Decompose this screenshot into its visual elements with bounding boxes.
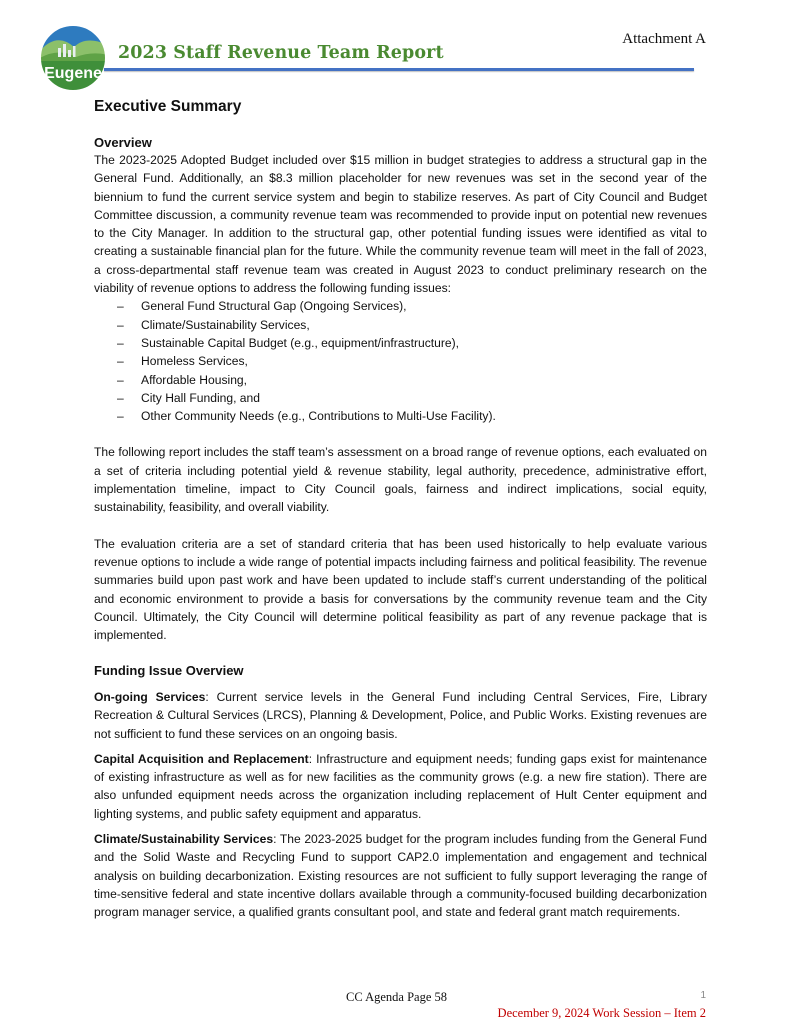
list-item	[117, 352, 707, 370]
list-item	[117, 297, 707, 315]
report-paragraph: The following report includes the staff team’s assessment on a broad range of revenue options, each evaluated on a set of criteria including potential yield & revenue stability, legal authority, precedence, administrative effort, implementation timeline, impact to City Council goals, fairness and indirect implications, social equity, sustainability, feasibility, and overall viability.	[94, 445, 707, 515]
funding-item-climate	[94, 830, 707, 921]
list-item-text: City Hall Funding, and	[141, 390, 260, 405]
dash-bullet: –	[117, 335, 124, 350]
eugene-logo	[38, 23, 108, 93]
list-item-text: General Fund Structural Gap (Ongoing Services),	[141, 299, 407, 314]
list-item	[117, 407, 707, 425]
attachment-label: Attachment A	[622, 31, 706, 47]
list-item-text: Other Community Needs (e.g., Contributions to Multi-Use Facility).	[141, 409, 496, 424]
list-item	[117, 371, 707, 389]
dash-bullet: –	[117, 299, 124, 314]
funding-item-ongoing-services	[94, 688, 707, 743]
criteria-paragraph: The evaluation criteria are a set of standard criteria that has been used historically to help evaluate various revenue options to include a wide range of potential impacts including fairness and political feasibility. The revenue summaries build upon past work and have been updated to include staff’s current understanding of the political and economic environment to provide a basis for conversations by the community revenue team and the City Council. Ultimately, the City Council will determine political feasibility as part of any revenue package that is implemented.	[94, 536, 707, 643]
list-item-text: Climate/Sustainability Services,	[141, 317, 310, 332]
list-item	[117, 389, 707, 407]
document-body	[94, 97, 707, 928]
agenda-page-label: CC Agenda Page 58	[346, 990, 448, 1004]
list-item	[117, 316, 707, 334]
list-item	[117, 334, 707, 352]
overview-paragraph: The 2023-2025 Adopted Budget included over $15 million in budget strategies to address a structural gap in the General Fund. Additionally, an $8.3 million placeholder for new revenues was set in the second year of the biennium to fund the current service system and begin to stabilize reserves. As part of City Council and Budget Committee discussion, a community revenue team was recommended to provide input on potential new revenues to the City Manager. In addition to the structural gap, other potential funding issues were identified as vital to creating a sustainable financial plan for the future. While the community revenue team will meet in the fall of 2023, a cross-departmental staff revenue team was created in August 2023 to conduct preliminary research on the viability of revenue options to address the following funding issues:	[94, 153, 707, 296]
header-rule	[104, 68, 694, 71]
list-item-text: Affordable Housing,	[141, 372, 248, 387]
funding-item-label: Capital Acquisition and Replacement	[94, 751, 309, 766]
executive-summary-heading: Executive Summary	[94, 98, 242, 115]
work-session-label: December 9, 2024 Work Session – Item 2	[497, 1006, 706, 1020]
dash-bullet: –	[117, 354, 124, 369]
funding-item-text: : The 2023-2025 budget for the program includes funding from the General Fund and the Solid Waste and Recycling Fund to support CAP2.0 implementation and engagement and technical analysis on building decarbonization. Existing resources are not sufficient to fully support leveraging the range of time-sensitive federal and state incentive dollars available through a community-focused building decarbonization program manager service, a qualified grants consultant pool, and state and federal grant match requirements.	[94, 832, 708, 920]
funding-item-text: : Infrastructure and equipment needs; funding gaps exist for maintenance of existing infrastructure as well as for new facilities as the community grows (e.g. a new fire station). There are also unfunded equipment needs across the organization including replacement of Hult Center equipment and lighting systems, and public safety equipment and apparatus.	[94, 751, 707, 821]
report-title: 2023 Staff Revenue Team Report	[118, 43, 444, 63]
funding-issue-overview-heading: Funding Issue Overview	[94, 662, 244, 678]
list-item-text: Homeless Services,	[141, 354, 248, 369]
funding-item-label: Climate/Sustainability Services	[94, 832, 274, 846]
dash-bullet: –	[117, 390, 124, 405]
overview-heading: Overview	[94, 135, 152, 150]
funding-item-text: : Current service levels in the General Fund including Central Services, Fire, Library Recreation & Cultural Services (LRCS), Planning & Development, Police, and Public Works. Existing revenues are not sufficient to fund these services on an ongoing basis.	[94, 689, 707, 741]
page-number: 1	[700, 990, 706, 1001]
logo-wordmark: Eugene	[44, 65, 102, 82]
funding-issues-list	[117, 297, 707, 425]
dash-bullet: –	[117, 372, 124, 387]
dash-bullet: –	[117, 409, 124, 424]
funding-item-capital	[94, 750, 707, 823]
list-item-text: Sustainable Capital Budget (e.g., equipment/infrastructure),	[141, 335, 459, 350]
funding-item-label: On-going Services	[94, 689, 206, 704]
dash-bullet: –	[117, 317, 124, 332]
